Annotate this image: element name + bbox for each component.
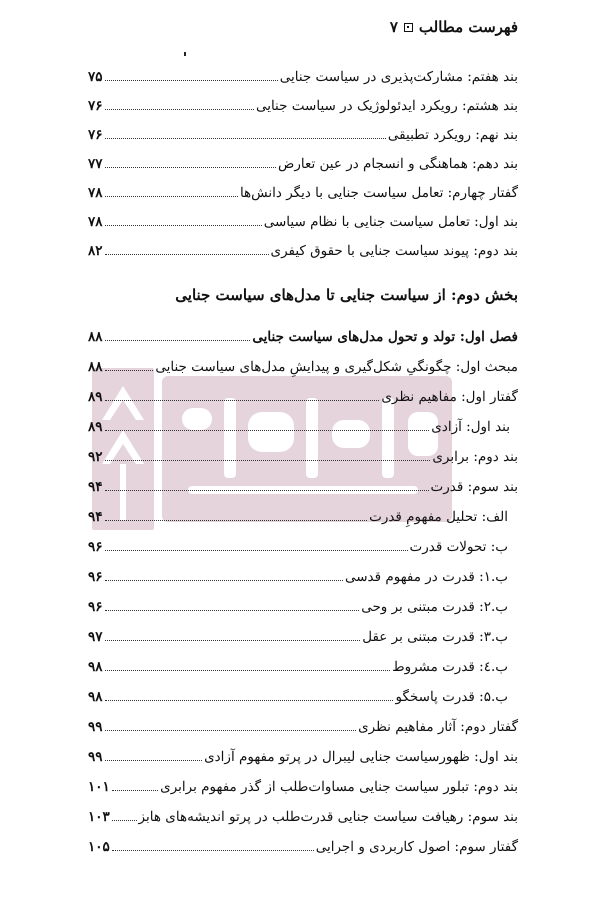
page-header <box>390 18 518 36</box>
toc-entry[interactable]: بند اول: تعامل سیاست جنایی با نظام سیاسی ۷۸ <box>88 214 518 230</box>
toc-entry[interactable]: گفتار سوم: اصول کاربردی و اجرایی ۱۰۵ <box>88 839 518 855</box>
toc-entry[interactable]: الف: تحلیل مفهومِ قدرت ۹۴ <box>88 509 508 525</box>
ink-mark <box>184 52 186 56</box>
toc-entry[interactable]: گفتار چهارم: تعامل سیاست جنایی با دیگر دانش‌ها ۷۸ <box>88 185 518 201</box>
toc-entry[interactable]: ب.۵: قدرت پاسخگو ۹۸ <box>88 689 508 705</box>
toc-entry[interactable]: ب.۱: قدرت در مفهوم قدسی ۹۶ <box>88 569 508 585</box>
toc-entry[interactable]: بند دوم: تبلور سیاست جنایی مساوات‌طلب از گذر مفهوم برابری ۱۰۱ <box>88 779 518 795</box>
toc-entry[interactable]: گفتار اول: مفاهیم نظری ۸۹ <box>88 389 518 405</box>
toc-entry[interactable]: بند سوم: رهیافت سیاست جنایی قدرت‌طلب در پرتو اندیشه‌های هابز ۱۰۳ <box>88 809 518 825</box>
toc-entry[interactable]: بند اول: ظهورسیاست جنایی لیبرال در پرتو مفهوم آزادی ۹۹ <box>88 749 518 765</box>
square-bullet-icon <box>404 23 413 32</box>
header-page-number: ۷ <box>389 18 398 36</box>
toc-entry[interactable]: ب.٤: قدرت مشروط ۹۸ <box>88 659 508 675</box>
toc-entry[interactable]: بند اول: آزادی ۸۹ <box>88 419 510 435</box>
toc-entry[interactable]: ب: تحولات قدرت ۹۶ <box>88 539 508 555</box>
toc-entry[interactable]: بند دوم: برابری ۹۲ <box>88 449 518 465</box>
section-title: بخش دوم: از سیاست جنایی تا مدل‌های سیاست جنایی <box>175 286 518 304</box>
toc-entry[interactable]: بند هفتم: مشارکت‌پذیری در سیاست جنایی ۷۵ <box>88 69 518 85</box>
toc-entry-chapter[interactable]: فصل اول: تولد و تحول مدل‌های سیاست جنایی ۸۸ <box>88 329 518 345</box>
toc-entry[interactable]: بند نهم: رویکرد تطبیقی ۷۶ <box>88 127 518 143</box>
toc-entry[interactable]: بند هشتم: رویکرد ایدئولوژیک در سیاست جنایی ۷۶ <box>88 98 518 114</box>
toc-entry[interactable]: گفتار دوم: آثار مفاهیم نظری ۹۹ <box>88 719 518 735</box>
toc-entry[interactable]: ب.۳: قدرت مبتنی بر عقل ۹۷ <box>88 629 508 645</box>
toc-entry[interactable]: بند سوم: قدرت ۹۴ <box>88 479 518 495</box>
toc-entry[interactable]: مبحث اول: چگونگیِ شکل‌گیری و پیدایشِ مدل‌های سیاست جنایی ۸۸ <box>88 359 518 375</box>
header-title: فهرست مطالب <box>418 18 518 36</box>
toc-entry[interactable]: بند دهم: هماهنگی و انسجام در عین تعارض ۷۷ <box>88 156 518 172</box>
toc-entry[interactable]: ب.۲: قدرت مبتنی بر وحی ۹۶ <box>88 599 508 615</box>
toc-entry[interactable]: بند دوم: پیوند سیاست جنایی با حقوق کیفری ۸۲ <box>88 243 518 259</box>
